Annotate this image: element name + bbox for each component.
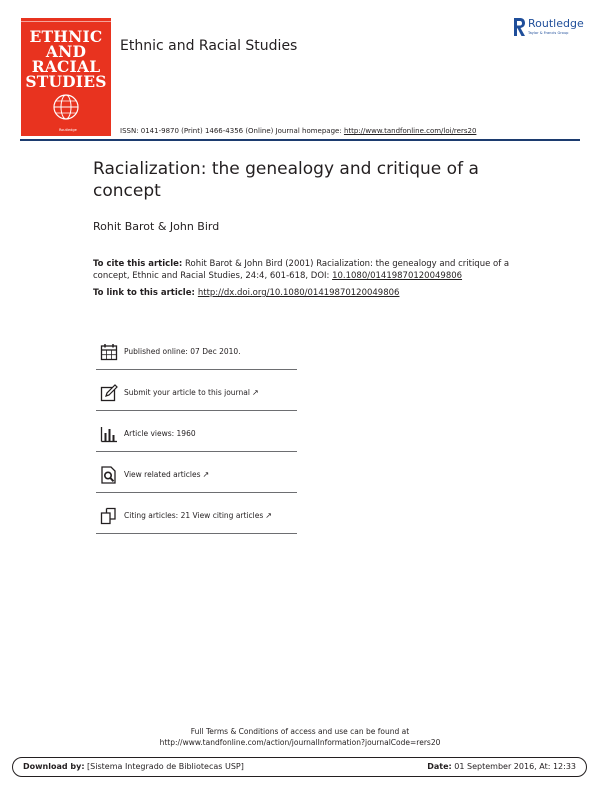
edit-icon xyxy=(100,384,118,402)
article-views-row xyxy=(96,411,297,452)
date-value: 01 September 2016, At: 12:33 xyxy=(451,762,576,771)
download-date xyxy=(427,762,576,771)
routledge-logo-icon xyxy=(512,17,526,37)
article-link-block xyxy=(93,288,399,298)
bar-chart-icon xyxy=(100,425,118,443)
downloaded-by xyxy=(23,762,244,771)
journal-cover-image xyxy=(21,18,111,136)
date-label: Date: xyxy=(427,762,452,771)
search-document-icon xyxy=(100,466,118,484)
citing-articles-link[interactable] xyxy=(124,511,272,520)
citing-articles-label: Citing articles: 21 View citing articles xyxy=(124,511,264,520)
globe-icon xyxy=(52,93,80,121)
submit-article-row[interactable] xyxy=(96,370,297,411)
download-info-bar xyxy=(12,757,587,777)
article-views-text: Article views: 1960 xyxy=(124,429,196,438)
citation-text: Rohit Barot & John Bird (2001) Racialization: the genealogy and critique of a concept, Ethnic and Racial Studies, 24:4, 601-618, DOI: xyxy=(93,259,510,281)
terms-link[interactable]: http://www.tandfonline.com/action/journalInformation?journalCode=rers20 xyxy=(159,738,441,747)
article-title: Racialization: the genealogy and critique of a concept xyxy=(93,159,479,201)
link-label: To link to this article: xyxy=(93,288,198,298)
calendar-icon xyxy=(100,343,118,361)
cover-title: ETHNIC AND RACIAL STUDIES xyxy=(25,27,107,91)
publisher-logo[interactable] xyxy=(512,17,584,41)
related-articles-label: View related articles xyxy=(124,470,201,479)
citing-articles-row[interactable] xyxy=(96,493,297,534)
citation-block xyxy=(93,258,523,282)
submit-article-label: Submit your article to this journal xyxy=(124,388,250,397)
external-link-icon: ↗ xyxy=(251,388,259,397)
cover-publisher-mark: Routledge xyxy=(59,128,77,132)
publisher-name: Routledge xyxy=(528,17,584,30)
terms-footer xyxy=(0,726,600,748)
article-authors: Rohit Barot & John Bird xyxy=(93,220,220,233)
issn-line xyxy=(120,127,476,135)
published-online-text: Published online: 07 Dec 2010. xyxy=(124,347,241,356)
external-link-icon: ↗ xyxy=(202,470,210,479)
issn-text: ISSN: 0141-9870 (Print) 1466-4356 (Online) Journal homepage: xyxy=(120,127,344,135)
external-link-icon: ↗ xyxy=(265,511,272,520)
journal-homepage-link[interactable]: http://www.tandfonline.com/loi/rers20 xyxy=(343,127,477,135)
related-articles-row[interactable] xyxy=(96,452,297,493)
terms-text: Full Terms & Conditions of access and use can be found at xyxy=(190,727,410,736)
doi-link[interactable]: 10.1080/01419870120049806 xyxy=(332,271,463,281)
download-label: Download by: xyxy=(23,762,85,771)
submit-article-link[interactable] xyxy=(124,388,259,397)
citation-icon xyxy=(100,507,118,525)
download-value: [Sistema Integrado de Bibliotecas USP] xyxy=(84,762,244,771)
header-divider xyxy=(20,139,580,141)
publisher-tagline: Taylor & Francis Group xyxy=(528,31,569,35)
article-url-link[interactable]: http://dx.doi.org/10.1080/01419870120049806 xyxy=(197,288,400,298)
journal-name[interactable]: Ethnic and Racial Studies xyxy=(120,38,298,54)
published-online-row xyxy=(96,329,297,370)
cover-rule xyxy=(21,21,111,25)
related-articles-link[interactable] xyxy=(124,470,209,479)
citation-label: To cite this article: xyxy=(93,259,183,269)
